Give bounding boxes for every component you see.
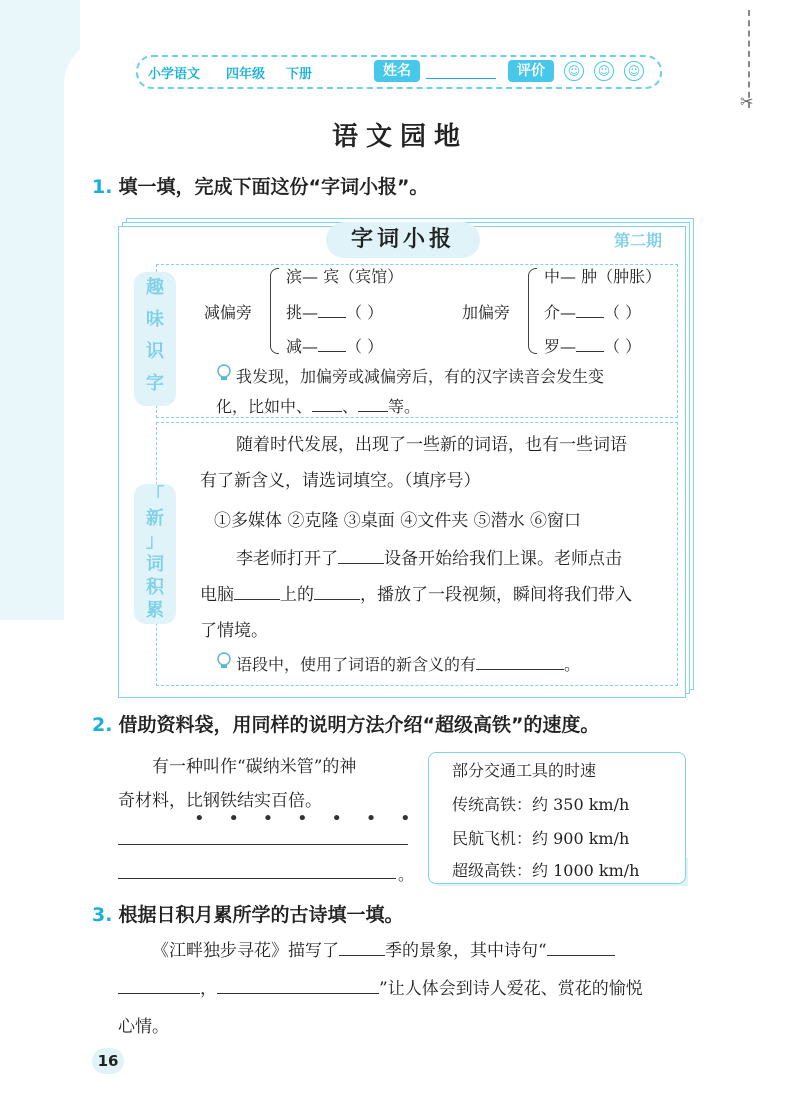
question-3 (92, 900, 403, 927)
question-1-number: 1. (92, 176, 113, 198)
eval-label: 评价 (508, 60, 554, 82)
answer-blank[interactable] (314, 599, 360, 600)
story-line-2: 电脑 上的 ，播放了一段视频，瞬间将我们带入 (200, 585, 632, 605)
add-row-2: 介— （ ） (544, 303, 642, 322)
page-title: 语文园地 (331, 122, 468, 152)
question-2-number: 2. (92, 714, 113, 736)
newspaper-issue: 第二期 (614, 231, 663, 250)
new-words-paragraph-1: 随着时代发展，出现了一些新的词语，也有一些词语 (236, 435, 627, 455)
add-radical-label: 加偏旁 (462, 303, 511, 322)
answer-blank[interactable] (547, 955, 615, 956)
header-term: 下册 (286, 67, 313, 82)
brace-left (270, 268, 279, 354)
neutral-face-icon[interactable]: ☺ (624, 61, 644, 81)
newspaper-title: 字词小报 (326, 222, 480, 258)
answer-period: 。 (398, 865, 415, 884)
info-row-traditional-rail: 传统高铁：约 350 km/h (452, 795, 630, 814)
info-box-title: 部分交通工具的时速 (452, 761, 597, 780)
header-subject: 小学语文 (148, 67, 201, 82)
header-bar (136, 55, 662, 89)
lightbulb-icon (216, 652, 232, 670)
discovery-note-line-2: 化，比如中、 、 等。 (216, 397, 421, 416)
answer-blank[interactable] (576, 317, 604, 318)
example-line-1: 有一种叫作“碳纳米管”的神 (152, 757, 357, 777)
question-1-text: 填一填，完成下面这份“字词小报”。 (118, 176, 429, 198)
story-line-1: 李老师打开了 设备开始给我们上课。老师点击 (236, 549, 622, 569)
answer-blank[interactable] (476, 669, 564, 670)
answer-blank[interactable] (338, 563, 384, 564)
answer-line-2[interactable] (118, 878, 396, 879)
answer-blank[interactable] (318, 317, 346, 318)
poem-line-1: 《江畔独步寻花》描写了 季的景象，其中诗句“ (152, 936, 615, 961)
question-3-number: 3. (92, 904, 113, 926)
smile-face-icon[interactable]: ☺ (564, 61, 584, 81)
answer-blank[interactable] (339, 955, 385, 956)
answer-blank[interactable] (234, 599, 280, 600)
discovery-note-line-1: 我发现，加偏旁或减偏旁后，有的汉字读音会发生变 (236, 367, 605, 386)
page-number: 16 (92, 1048, 124, 1074)
name-input-line[interactable] (426, 78, 496, 79)
remove-radical-label: 减偏旁 (204, 303, 253, 322)
answer-blank[interactable] (318, 351, 346, 352)
side-label-new-words: 「 新 」 词 积 累 (134, 484, 176, 624)
add-row-1: 中— 肿（肿胀） (544, 267, 662, 286)
new-meaning-note: 语段中，使用了词语的新含义的有 。 (236, 655, 581, 674)
poem-line-3: 心情。 (118, 1017, 169, 1037)
answer-blank[interactable] (312, 411, 342, 412)
add-row-3: 罗— （ ） (544, 337, 642, 356)
new-words-paragraph-2: 有了新含义，请选词填空。（填序号） (200, 471, 481, 491)
answer-blank[interactable] (358, 411, 388, 412)
lightbulb-icon (216, 364, 232, 382)
question-3-text: 根据日积月累所学的古诗填一填。 (118, 904, 404, 926)
happy-face-icon[interactable]: ☺ (594, 61, 614, 81)
example-line-2: 奇材料，比钢铁结实百倍。 (118, 791, 322, 811)
info-row-hyperloop: 超级高铁：约 1000 km/h (452, 861, 640, 880)
name-label: 姓名 (374, 60, 420, 82)
remove-row-2: 挑— （ ） (286, 303, 384, 322)
story-line-3: 了情境。 (200, 621, 268, 641)
poem-line-2: ， ”让人体会到诗人爱花、赏花的愉悦 (118, 974, 643, 999)
emphasis-dots: • • • • • • • (194, 808, 420, 829)
word-options: ①多媒体 ②克隆 ③桌面 ④文件夹 ⑤潜水 ⑥窗口 (214, 511, 582, 531)
header-grade: 四年级 (226, 67, 266, 82)
info-row-airplane: 民航飞机：约 900 km/h (452, 829, 630, 848)
question-1 (92, 172, 428, 199)
answer-blank[interactable] (576, 351, 604, 352)
question-2 (92, 710, 599, 737)
remove-row-3: 减— （ ） (286, 337, 384, 356)
answer-blank[interactable] (217, 993, 379, 994)
remove-row-1: 滨— 宾（宾馆） (286, 267, 404, 286)
question-2-text: 借助资料袋，用同样的说明方法介绍“超级高铁”的速度。 (118, 714, 600, 736)
answer-blank[interactable] (118, 993, 200, 994)
brace-right (528, 268, 537, 354)
side-label-fun-characters: 趣 味 识 字 (134, 272, 176, 406)
answer-line-1[interactable] (118, 844, 408, 845)
scissors-icon: ✂ (740, 92, 754, 111)
